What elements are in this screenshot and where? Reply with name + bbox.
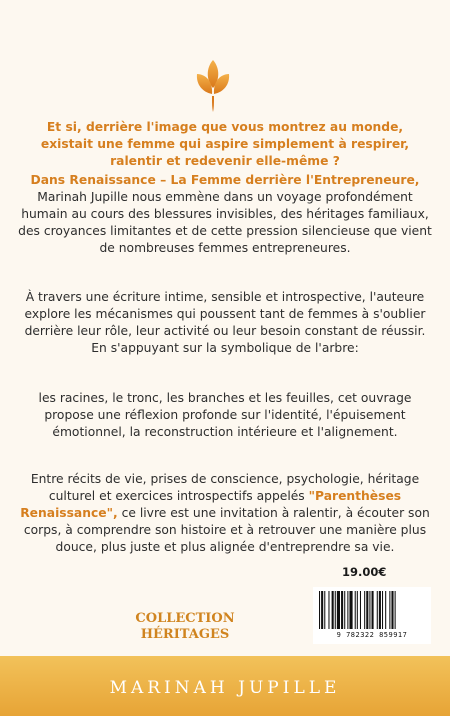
leaf-sprout-icon <box>193 58 233 113</box>
barcode-bars <box>315 589 429 631</box>
barcode-number: 9 782322 859917 <box>336 631 408 639</box>
collection-line-2: HÉRITAGES <box>140 627 230 642</box>
intro-question: Et si, derrière l'image que vous montrez au monde, existait une femme qui aspire simplement à respirer, ralentir et redevenir elle-même ? <box>40 120 410 168</box>
author-banner <box>0 656 450 716</box>
paragraph-4-before: Entre récits de vie, prises de conscience, psychologie, héritage culturel et exercices introspectifs appelés <box>30 472 420 503</box>
collection-line-1: COLLECTION <box>135 611 235 626</box>
paragraph-1 <box>18 172 432 257</box>
paragraph-4-after: ce livre est une invitation à ralentir, à écouter son corps, à comprendre son histoire et à retrouver une manière plus douce, plus juste et plus alignée d'entreprendre sa vie. <box>23 506 430 554</box>
barcode <box>313 587 431 644</box>
paragraph-4 <box>18 471 432 556</box>
book-title-highlight: Dans Renaissance – La Femme derrière l'Entrepreneure, <box>30 173 420 187</box>
price-label: 19.00€ <box>342 565 387 579</box>
paragraph-1-text: Marinah Jupille nous emmène dans un voyage profondément humain au cours des blessures invisibles, des héritages familiaux, des croyances limitantes et de cette pression silencieuse que vient de nombreuses femmes entrepreneures. <box>18 190 432 255</box>
paragraph-3: les racines, le tronc, les branches et les feuilles, cet ouvrage propose une réflexion profonde sur l'identité, l'épuisement émotionnel, la reconstruction intérieure et l'alignement. <box>38 391 412 439</box>
paragraph-2: À travers une écriture intime, sensible et introspective, l'auteure explore les mécanismes qui poussent tant de femmes à s'oublier derrière leur rôle, leur activité ou leur besoin constant de réussir. En s'appuyant sur la symbolique de l'arbre: <box>24 290 426 355</box>
author-name: MARINAH JUPILLE <box>109 678 341 698</box>
parentheses-highlight: "Parenthèses Renaissance", <box>20 489 402 520</box>
collection-name <box>115 611 255 643</box>
